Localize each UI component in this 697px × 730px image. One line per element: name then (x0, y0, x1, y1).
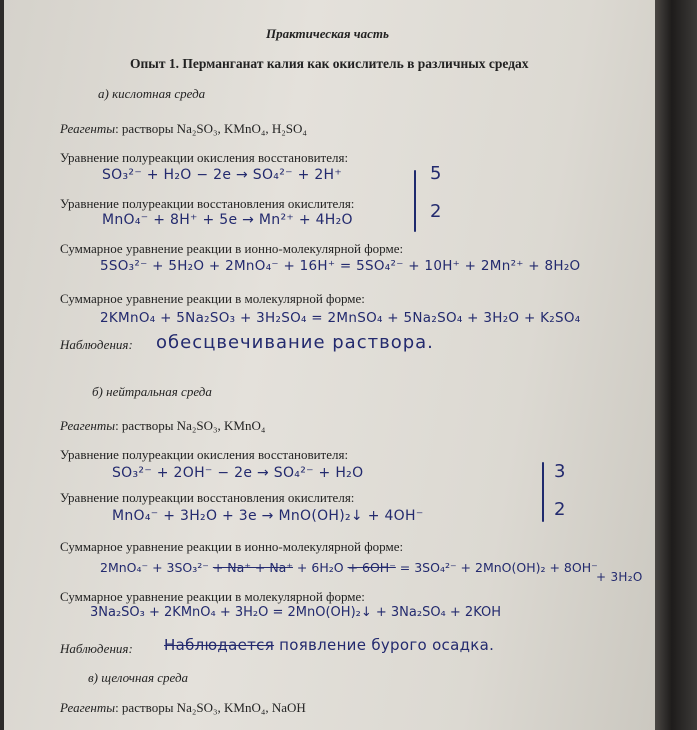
observations-struck-word: Наблюдается (164, 636, 275, 654)
coefficient-2: 2 (430, 201, 443, 222)
ionic-eq-right: = 3SO₄²⁻ + 2MnO(OH)₂ + 8OH⁻ (395, 560, 598, 575)
oxidation-label: Уравнение полуреакции окисления восстановителя: (60, 150, 349, 165)
balance-bracket (542, 462, 544, 522)
ionic-eq-struck-oh: + 6OH⁻ (347, 560, 396, 575)
molecular-equation: 2KMnO₄ + 5Na₂SO₃ + 3H₂SO₄ = 2MnSO₄ + 5Na₂SO₄ + 3H₂O + K₂SO₄ (100, 310, 581, 326)
oxidation-equation: SO₃²⁻ + 2OH⁻ − 2e → SO₄²⁻ + H₂O (112, 465, 364, 481)
reagents-value: : растворы Na₂SO₃, KMnO₄, H₂SO₄ (115, 121, 307, 136)
reagents-label: Реагенты (60, 418, 116, 433)
worksheet-page (4, 0, 655, 730)
observations-value: обесцвечивание раствора. (156, 332, 434, 353)
reagents-label: Реагенты (60, 700, 116, 715)
ionic-equation-tail: + 3H₂O (596, 570, 643, 584)
section-title: Практическая часть (266, 26, 389, 41)
reagents-label: Реагенты (60, 121, 116, 136)
molecular-equation: 3Na₂SO₃ + 2KMnO₄ + 3H₂O = 2MnO(OH)₂↓ + 3Na₂SO₄ + 2KOH (90, 605, 502, 620)
observations-label: Наблюдения (60, 641, 129, 656)
coefficient-2: 2 (554, 499, 567, 520)
ionic-eq-water: + 6H₂O (292, 560, 348, 575)
ionic-equation: 5SO₃²⁻ + 5H₂O + 2MnO₄⁻ + 16H⁺ = 5SO₄²⁻ + 10H⁺ + 2Mn²⁺ + 8H₂O (100, 258, 581, 274)
ionic-label: Суммарное уравнение реакции в ионно-молекулярной форме: (60, 539, 404, 554)
ionic-eq-struck-ions: + Na⁺ + Na⁺ (212, 560, 293, 575)
ionic-eq-left: 2MnO₄⁻ + 3SO₃²⁻ (100, 560, 213, 575)
reduction-label: Уравнение полуреакции восстановления окислителя: (60, 196, 355, 211)
reduction-equation: MnO₄⁻ + 3H₂O + 3e → MnO(OH)₂↓ + 4OH⁻ (112, 508, 424, 524)
reduction-equation: MnO₄⁻ + 8H⁺ + 5e → Mn²⁺ + 4H₂O (102, 212, 353, 228)
balance-bracket (414, 170, 416, 232)
molecular-label: Суммарное уравнение реакции в молекулярной форме: (60, 589, 365, 604)
alkaline-reagents-line (60, 700, 306, 715)
observations-label-line: Наблюдения: (60, 641, 133, 656)
coefficient-1: 5 (430, 163, 443, 184)
ionic-label: Суммарное уравнение реакции в ионно-молекулярной форме: (60, 241, 404, 256)
reagents-value: : растворы Na₂SO₃, KMnO₄ (115, 418, 266, 433)
alkaline-medium-heading: в) щелочная среда (88, 670, 189, 685)
ionic-equation (100, 560, 598, 576)
acidic-medium-heading: а) кислотная среда (98, 86, 206, 101)
observations-label-line: Наблюдения: (60, 337, 133, 352)
neutral-reagents-line (60, 418, 265, 433)
reagents-value: : растворы Na₂SO₃, KMnO₄, NaOH (115, 700, 306, 715)
experiment-1-title: Опыт 1. Перманганат калия как окислитель в различных средах (130, 56, 529, 71)
oxidation-label: Уравнение полуреакции окисления восстановителя: (60, 447, 349, 462)
oxidation-equation: SO₃²⁻ + H₂O − 2e → SO₄²⁻ + 2H⁺ (102, 167, 343, 183)
reduction-label: Уравнение полуреакции восстановления окислителя: (60, 490, 355, 505)
observations-text: появление бурого осадка. (274, 636, 495, 654)
coefficient-1: 3 (554, 461, 567, 482)
page-edge-shadow (655, 0, 697, 730)
acidic-reagents-line (60, 121, 307, 136)
observations-value (164, 637, 494, 653)
observations-label: Наблюдения (60, 337, 129, 352)
molecular-label: Суммарное уравнение реакции в молекулярной форме: (60, 291, 365, 306)
neutral-medium-heading: б) нейтральная среда (92, 384, 212, 399)
